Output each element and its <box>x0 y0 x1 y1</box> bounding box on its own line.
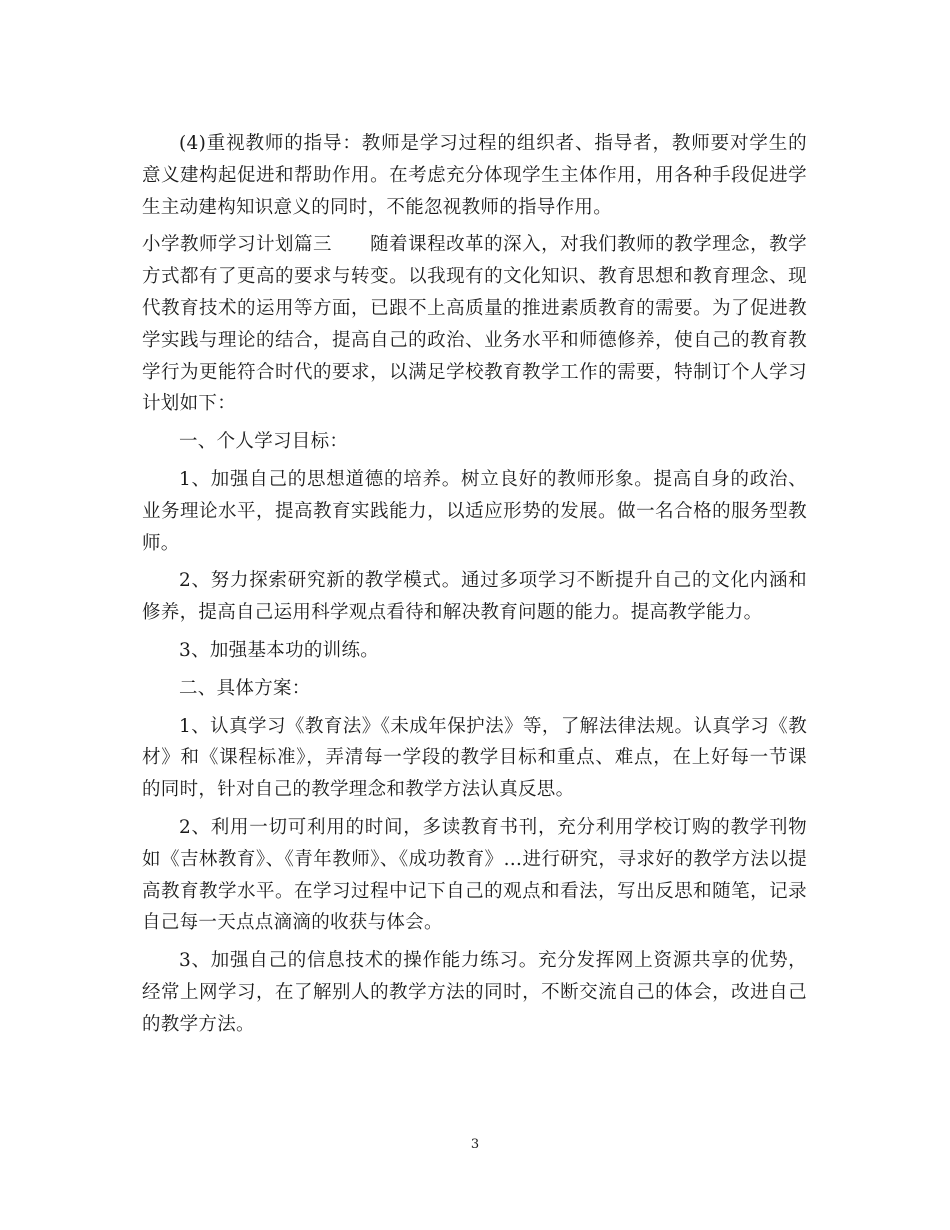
document-body <box>142 128 807 1041</box>
paragraph-plan-2: 2、利用一切可利用的时间，多读教育书刊，充分利用学校订购的教学刊物如《吉林教育》、《青年教师》、《成功教育》…进行研究，寻求好的教学方法以提高教育教学水平。在学习过程中记下自己的观点和看法，写出反思和随笔，记录自己每一天点点滴滴的收获与体会。 <box>142 816 807 934</box>
paragraph-plan-1: 1、认真学习《教育法》《未成年保护法》等，了解法律法规。认真学习《教材》和《课程标准》，弄清每一学段的教学目标和重点、难点，在上好每一节课的同时，针对自己的教学理念和教学方法认真反思。 <box>142 715 807 801</box>
page-number: 3 <box>470 1137 480 1152</box>
paragraph-goal-2: 2、努力探索研究新的教学模式。通过多项学习不断提升自己的文化内涵和修养，提高自己运用科学观点看待和解决教育问题的能力。提高教学能力。 <box>142 570 807 624</box>
heading-specific-plan: 二、具体方案： <box>179 677 311 699</box>
paragraph-teacher-guidance: (4)重视教师的指导：教师是学习过程的组织者、指导者，教师要对学生的意义建构起促进和帮助作用。在考虑充分体现学生主体作用，用各种手段促进学生主动建构知识意义的同时，不能忽视教师的指导作用。 <box>142 133 807 218</box>
heading-personal-goals: 一、个人学习目标： <box>179 431 349 453</box>
paragraph-plan-3: 3、加强自己的信息技术的操作能力练习。充分发挥网上资源共享的优势，经常上网学习，在了解别人的教学方法的同时，不断交流自己的体会，改进自己的教学方法。 <box>142 950 807 1035</box>
paragraph-goal-3: 3、加强基本功的训练。 <box>179 639 380 661</box>
paragraph-goal-1: 1、加强自己的思想道德的培养。树立良好的教师形象。提高自身的政治、业务理论水平，提高教育实践能力，以适应形势的发展。做一名合格的服务型教师。 <box>142 468 807 554</box>
paragraph-plan-three-intro: 小学教师学习计划篇三 随着课程改革的深入，对我们教师的教学理念，教学方式都有了更高的要求与转变。以我现有的文化知识、教育思想和教育理念、现代教育技术的运用等方面，已跟不上高质量的推进素质教育的需要。为了促进教学实践与理论的结合，提高自己的政治、业务水平和师德修养，使自己的教育教学行为更能符合时代的要求，以满足学校教育教学工作的需要，特制订个人学习计划如下： <box>142 234 807 415</box>
